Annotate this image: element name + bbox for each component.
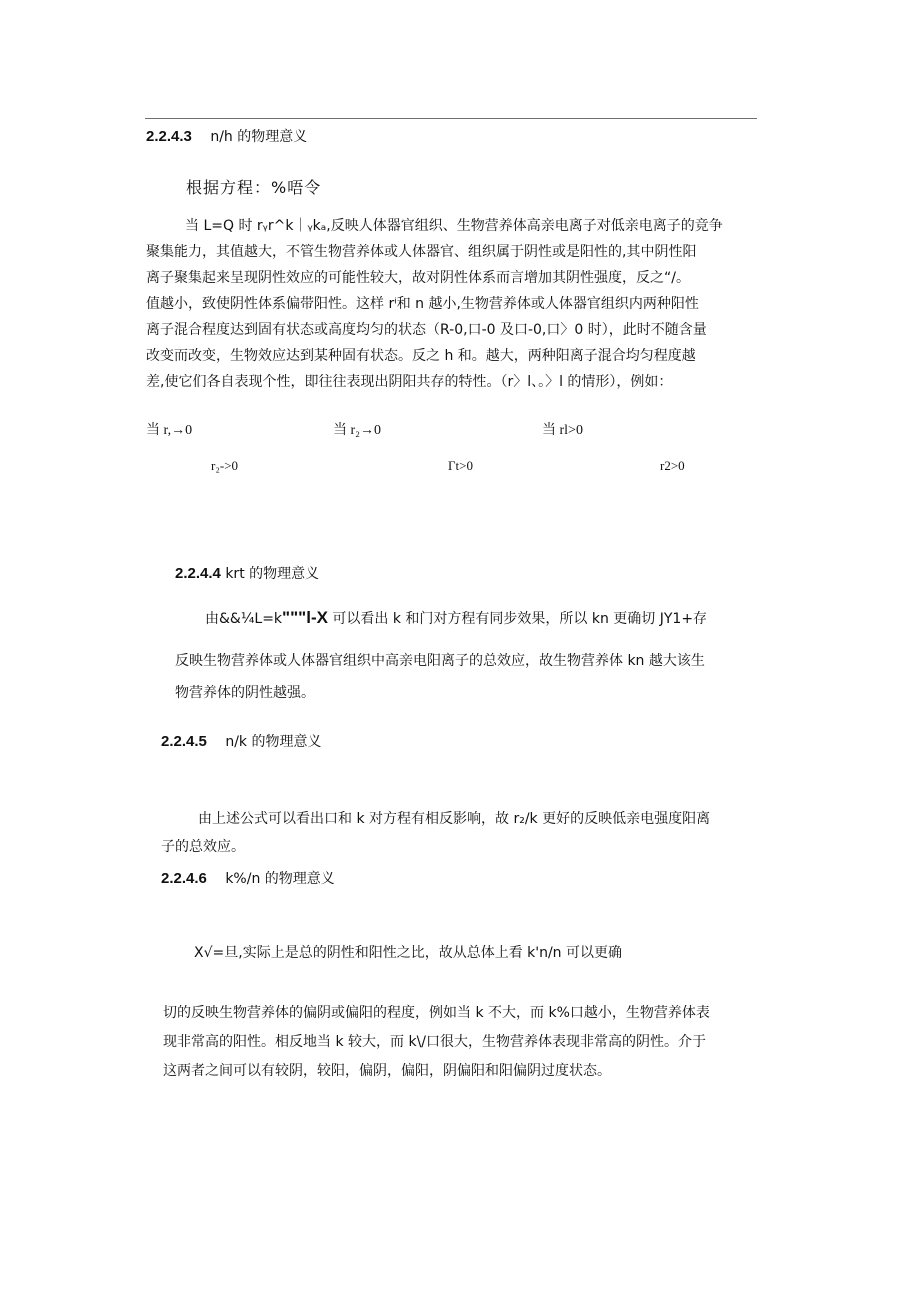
case-item: 当 r₂→0 [333, 423, 382, 438]
paragraph-line: 由上述公式可以看出口和 k 对方程有相反影响，故 r₂/k 更好的反映低亲电强度阳离 [198, 811, 711, 827]
paragraph-line: 值越小，致使阴性体系偏带阳性。这样 rⁱ和 n 越小,生物营养体或人体器官组织内两种阳性 [146, 296, 699, 312]
section-title: krt 的物理意义 [225, 566, 320, 582]
paragraph-line: 这两者之间可以有较阴，较阳，偏阴，偏阳，阴偏阳和阳偏阴过度状态。 [163, 1063, 611, 1079]
formula-prefix: 由&&¼L=k [205, 611, 283, 627]
section-number: 2.2.4.4 [175, 565, 221, 582]
paragraph-line: 切的反映生物营养体的偏阴或偏阳的程度，例如当 k 不大，而 k%口越小，生物营养体表 [163, 1005, 710, 1021]
section-heading-2-2-4-5 [161, 731, 321, 751]
paragraph-line: X√=旦,实际上是总的阴性和阳性之比，故从总体上看 k'n/n 可以更确 [194, 945, 623, 961]
paragraph-line: 聚集能力，其值越大，不管生物营养体或人体器官、组织属于阴性或是阳性的,其中阴性阳 [146, 244, 697, 260]
section-heading-2-2-4-4 [175, 563, 319, 583]
section-title: k%/n 的物理意义 [225, 871, 335, 887]
section-number: 2.2.4.6 [161, 870, 207, 887]
paragraph-line: 离子混合程度达到固有状态或高度均匀的状态（R-0,口-0 及口-0,口〉0 时），此时不随含量 [146, 322, 707, 338]
formula-mark: """l-X [282, 608, 328, 627]
section-title: n/h 的物理意义 [210, 129, 308, 145]
line-suffix: 可以看出 k 和门对方程有同步效果，所以 kn 更确切 JY1+存 [332, 611, 708, 627]
case-item: 当 rl>0 [542, 423, 583, 438]
section-heading-2-2-4-6 [161, 868, 335, 888]
section-number: 2.2.4.5 [161, 733, 207, 750]
paragraph-line: 反映生物营养体或人体器官组织中高亲电阳离子的总效应，故生物营养体 kn 越大该生 [175, 653, 705, 669]
paragraph-line: 子的总效应。 [161, 839, 245, 855]
paragraph-line: 离子聚集起来呈现阴性效应的可能性较大，故对阴性体系而言增加其阴性强度，反之“/。 [146, 270, 690, 286]
section-title: n/k 的物理意义 [225, 734, 322, 750]
paragraph-line: 当 L=Q 时 rᵧr^k｜ᵧkₐ,反映人体器官组织、生物营养体高亲电离子对低亲电离子的竞争 [185, 218, 723, 234]
paragraph-line: 现非常高的阳性。相反地当 k 较大，而 k\/口很大，生物营养体表现非常高的阴性。介于 [163, 1034, 706, 1050]
paragraph-line [205, 605, 707, 632]
header-rule [145, 118, 757, 119]
paragraph-line: 差,使它们各自表现个性，即往往表现出阴阳共存的特性。（r〉l、。〉l 的情形），例如： [146, 374, 673, 390]
equation-line: 根据方程：%唔令 [186, 178, 322, 197]
case-item: r2>0 [660, 458, 685, 473]
paragraph-line: 改变而改变，生物效应达到某种固有状态。反之 h 和。越大，两种阳离子混合均匀程度越 [146, 348, 696, 364]
case-item: Γt>0 [448, 458, 473, 473]
section-number: 2.2.4.3 [146, 128, 192, 145]
case-item: r₂->0 [211, 458, 239, 473]
section-heading-2-2-4-3 [146, 126, 307, 146]
paragraph-line: 物营养体的阴性越强。 [175, 685, 315, 701]
case-item: 当 r,→0 [146, 423, 193, 438]
